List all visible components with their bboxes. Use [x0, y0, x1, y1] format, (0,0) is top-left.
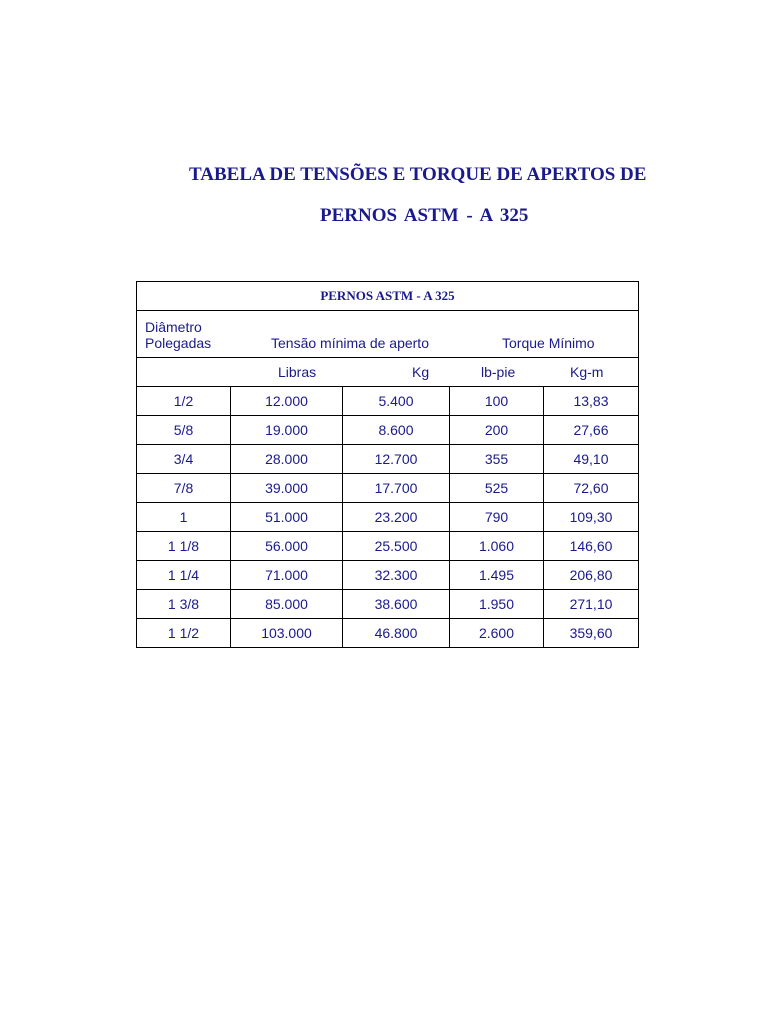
cell-kg-m: 271,10	[569, 596, 613, 612]
header-diameter-line-1: Diâmetro	[145, 319, 202, 335]
table-row	[137, 619, 638, 647]
cell-kg-m: 206,80	[569, 567, 613, 583]
table-row	[137, 416, 638, 445]
cell-diameter: 1 1/2	[137, 619, 231, 647]
table-row	[137, 532, 638, 561]
cell-diameter: 1	[137, 503, 231, 531]
cell-libras: 51.000	[231, 503, 343, 531]
unit-libras: Libras	[278, 364, 317, 380]
page-title-line-1: TABELA DE TENSÕES E TORQUE DE APERTOS DE	[189, 164, 647, 185]
units-row	[137, 358, 638, 387]
torque-table	[136, 281, 639, 648]
cell-kg-m: 13,83	[573, 393, 609, 409]
cell-lb-pie: 200	[450, 416, 544, 444]
cell-libras: 71.000	[231, 561, 343, 589]
table-caption: PERNOS ASTM - A 325	[137, 282, 638, 311]
cell-kg: 5.400	[343, 387, 450, 415]
cell-kg: 38.600	[343, 590, 450, 618]
cell-libras: 12.000	[231, 387, 343, 415]
cell-libras: 19.000	[231, 416, 343, 444]
cell-diameter: 5/8	[137, 416, 231, 444]
cell-diameter: 7/8	[137, 474, 231, 502]
cell-lb-pie: 100	[450, 387, 544, 415]
cell-kg: 46.800	[343, 619, 450, 647]
cell-diameter: 3/4	[137, 445, 231, 473]
cell-diameter: 1 1/8	[137, 532, 231, 560]
unit-lb-pie: lb-pie	[481, 364, 516, 380]
cell-diameter: 1 3/8	[137, 590, 231, 618]
cell-kg: 25.500	[343, 532, 450, 560]
header-tension: Tensão mínima de aperto	[271, 335, 429, 351]
cell-libras: 28.000	[231, 445, 343, 473]
cell-libras: 39.000	[231, 474, 343, 502]
table-row	[137, 445, 638, 474]
cell-kg: 23.200	[343, 503, 450, 531]
cell-kg-m: 146,60	[569, 538, 613, 554]
cell-lb-pie: 1.495	[450, 561, 544, 589]
cell-kg: 12.700	[343, 445, 450, 473]
cell-kg-m: 109,30	[569, 509, 613, 525]
cell-diameter: 1/2	[137, 387, 231, 415]
cell-lb-pie: 2.600	[450, 619, 544, 647]
cell-lb-pie: 1.060	[450, 532, 544, 560]
table-row	[137, 474, 638, 503]
unit-kg: Kg	[412, 364, 430, 380]
table-header	[137, 311, 638, 358]
header-diameter-line-2: Polegadas	[145, 335, 212, 351]
table-row	[137, 387, 638, 416]
cell-kg: 8.600	[343, 416, 450, 444]
cell-lb-pie: 355	[450, 445, 544, 473]
table-row	[137, 503, 638, 532]
cell-kg-m: 49,10	[573, 451, 609, 467]
cell-lb-pie: 1.950	[450, 590, 544, 618]
header-torque: Torque Mínimo	[502, 335, 595, 351]
unit-kg-m: Kg-m	[570, 364, 604, 380]
page-title-line-2: PERNOS ASTM - A 325	[320, 205, 529, 226]
cell-lb-pie: 790	[450, 503, 544, 531]
cell-libras: 85.000	[231, 590, 343, 618]
table-body	[137, 387, 638, 647]
table-row	[137, 561, 638, 590]
cell-kg-m: 27,66	[573, 422, 609, 438]
cell-kg-m: 359,60	[569, 625, 613, 641]
cell-kg-m: 72,60	[573, 480, 609, 496]
cell-libras: 56.000	[231, 532, 343, 560]
cell-libras: 103.000	[231, 619, 343, 647]
cell-kg: 32.300	[343, 561, 450, 589]
cell-diameter: 1 1/4	[137, 561, 231, 589]
table-row	[137, 590, 638, 619]
cell-kg: 17.700	[343, 474, 450, 502]
cell-lb-pie: 525	[450, 474, 544, 502]
